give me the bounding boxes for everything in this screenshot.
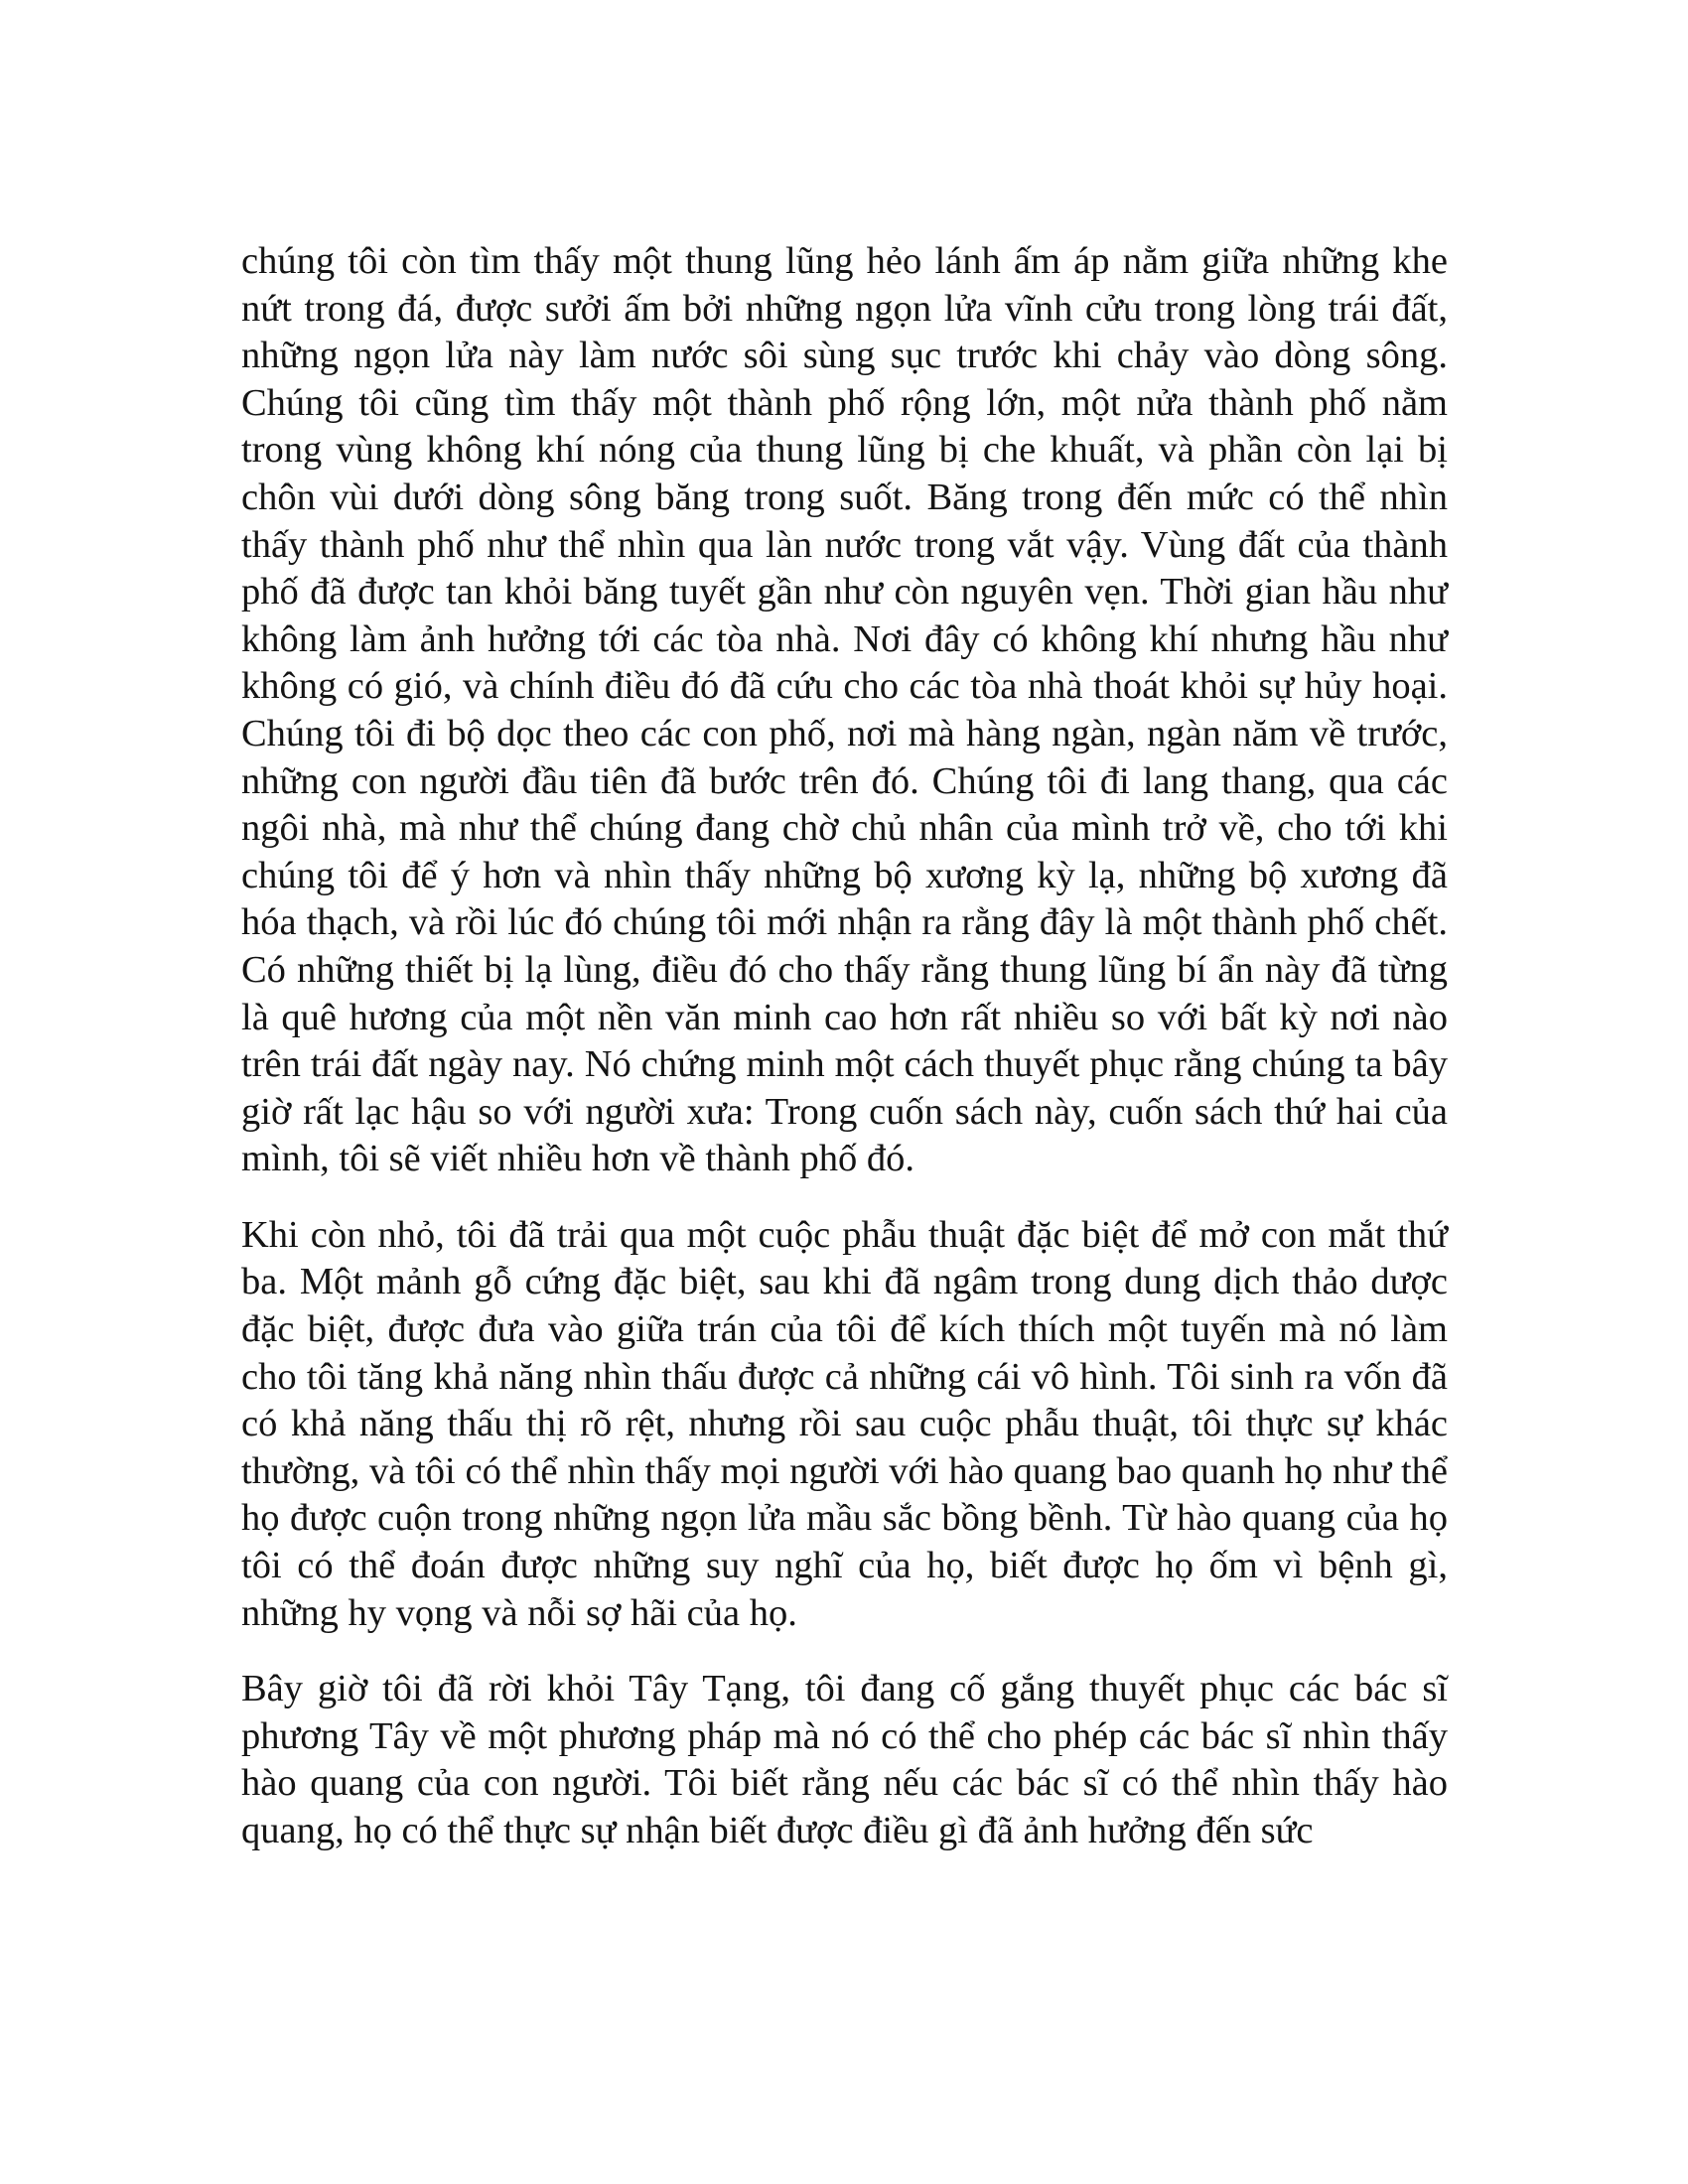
paragraph-3: Bây giờ tôi đã rời khỏi Tây Tạng, tôi đang cố gắng thuyết phục các bác sĩ phương Tây về một phương pháp mà nó có thể cho phép các bác sĩ nhìn thấy hào quang của con người. Tôi biết rằng nếu các bác sĩ có thể nhìn thấy hào quang, họ có thể thực sự nhận biết được điều gì đã ảnh hưởng đến sức (241, 1668, 1448, 1851)
paragraph-2: Khi còn nhỏ, tôi đã trải qua một cuộc phẫu thuật đặc biệt để mở con mắt thứ ba. Một mảnh gỗ cứng đặc biệt, sau khi đã ngâm trong dung dịch thảo dược đặc biệt, được đưa vào giữa trán của tôi để kích thích một tuyến mà nó làm cho tôi tăng khả năng nhìn thấu được cả những cái vô hình. Tôi sinh ra vốn đã có khả năng thấu thị rõ rệt, nhưng rồi sau cuộc phẫu thuật, tôi thực sự khác thường, và tôi có thể nhìn thấy mọi người với hào quang bao quanh họ như thể họ được cuộn trong những ngọn lửa mầu sắc bồng bềnh. Từ hào quang của họ tôi có thể đoán được những suy nghĩ của họ, biết được họ ốm vì bệnh gì, những hy vọng và nỗi sợ hãi của họ. (241, 1213, 1448, 1634)
paragraph-1: chúng tôi còn tìm thấy một thung lũng hẻo lánh ấm áp nằm giữa những khe nứt trong đá, được sưởi ấm bởi những ngọn lửa vĩnh cửu trong lòng trái đất, những ngọn lửa này làm nước sôi sùng sục trước khi chảy vào dòng sông. Chúng tôi cũng tìm thấy một thành phố rộng lớn, một nửa thành phố nằm trong vùng không khí nóng của thung lũng bị che khuất, và phần còn lại bị chôn vùi dưới dòng sông băng trong suốt. Băng trong đến mức có thể nhìn thấy thành phố như thể nhìn qua làn nước trong vắt vậy. Vùng đất của thành phố đã được tan khỏi băng tuyết gần như còn nguyên vẹn. Thời gian hầu như không làm ảnh hưởng tới các tòa nhà. Nơi đây có không khí nhưng hầu như không có gió, và chính điều đó đã cứu cho các tòa nhà thoát khỏi sự hủy hoại. Chúng tôi đi bộ dọc theo các con phố, nơi mà hàng ngàn, ngàn năm về trước, những con người đầu tiên đã bước trên đó. Chúng tôi đi lang thang, qua các ngôi nhà, mà như thể chúng đang chờ chủ nhân của mình trở về, cho tới khi chúng tôi để ý hơn và nhìn thấy những bộ xương kỳ lạ, những bộ xương đã hóa thạch, và rồi lúc đó chúng tôi mới nhận ra rằng đây là một thành phố chết. Có những thiết bị lạ lùng, điều đó cho thấy rằng thung lũng bí ẩn này đã từng là quê hương của một nền văn minh cao hơn rất nhiều so với bất kỳ nơi nào trên trái đất ngày nay. Nó chứng minh một cách thuyết phục rằng chúng ta bây giờ rất lạc hậu so với người xưa: Trong cuốn sách này, cuốn sách thứ hai của mình, tôi sẽ viết nhiều hơn về thành phố đó. (241, 240, 1448, 1180)
body-text (241, 238, 1448, 1884)
